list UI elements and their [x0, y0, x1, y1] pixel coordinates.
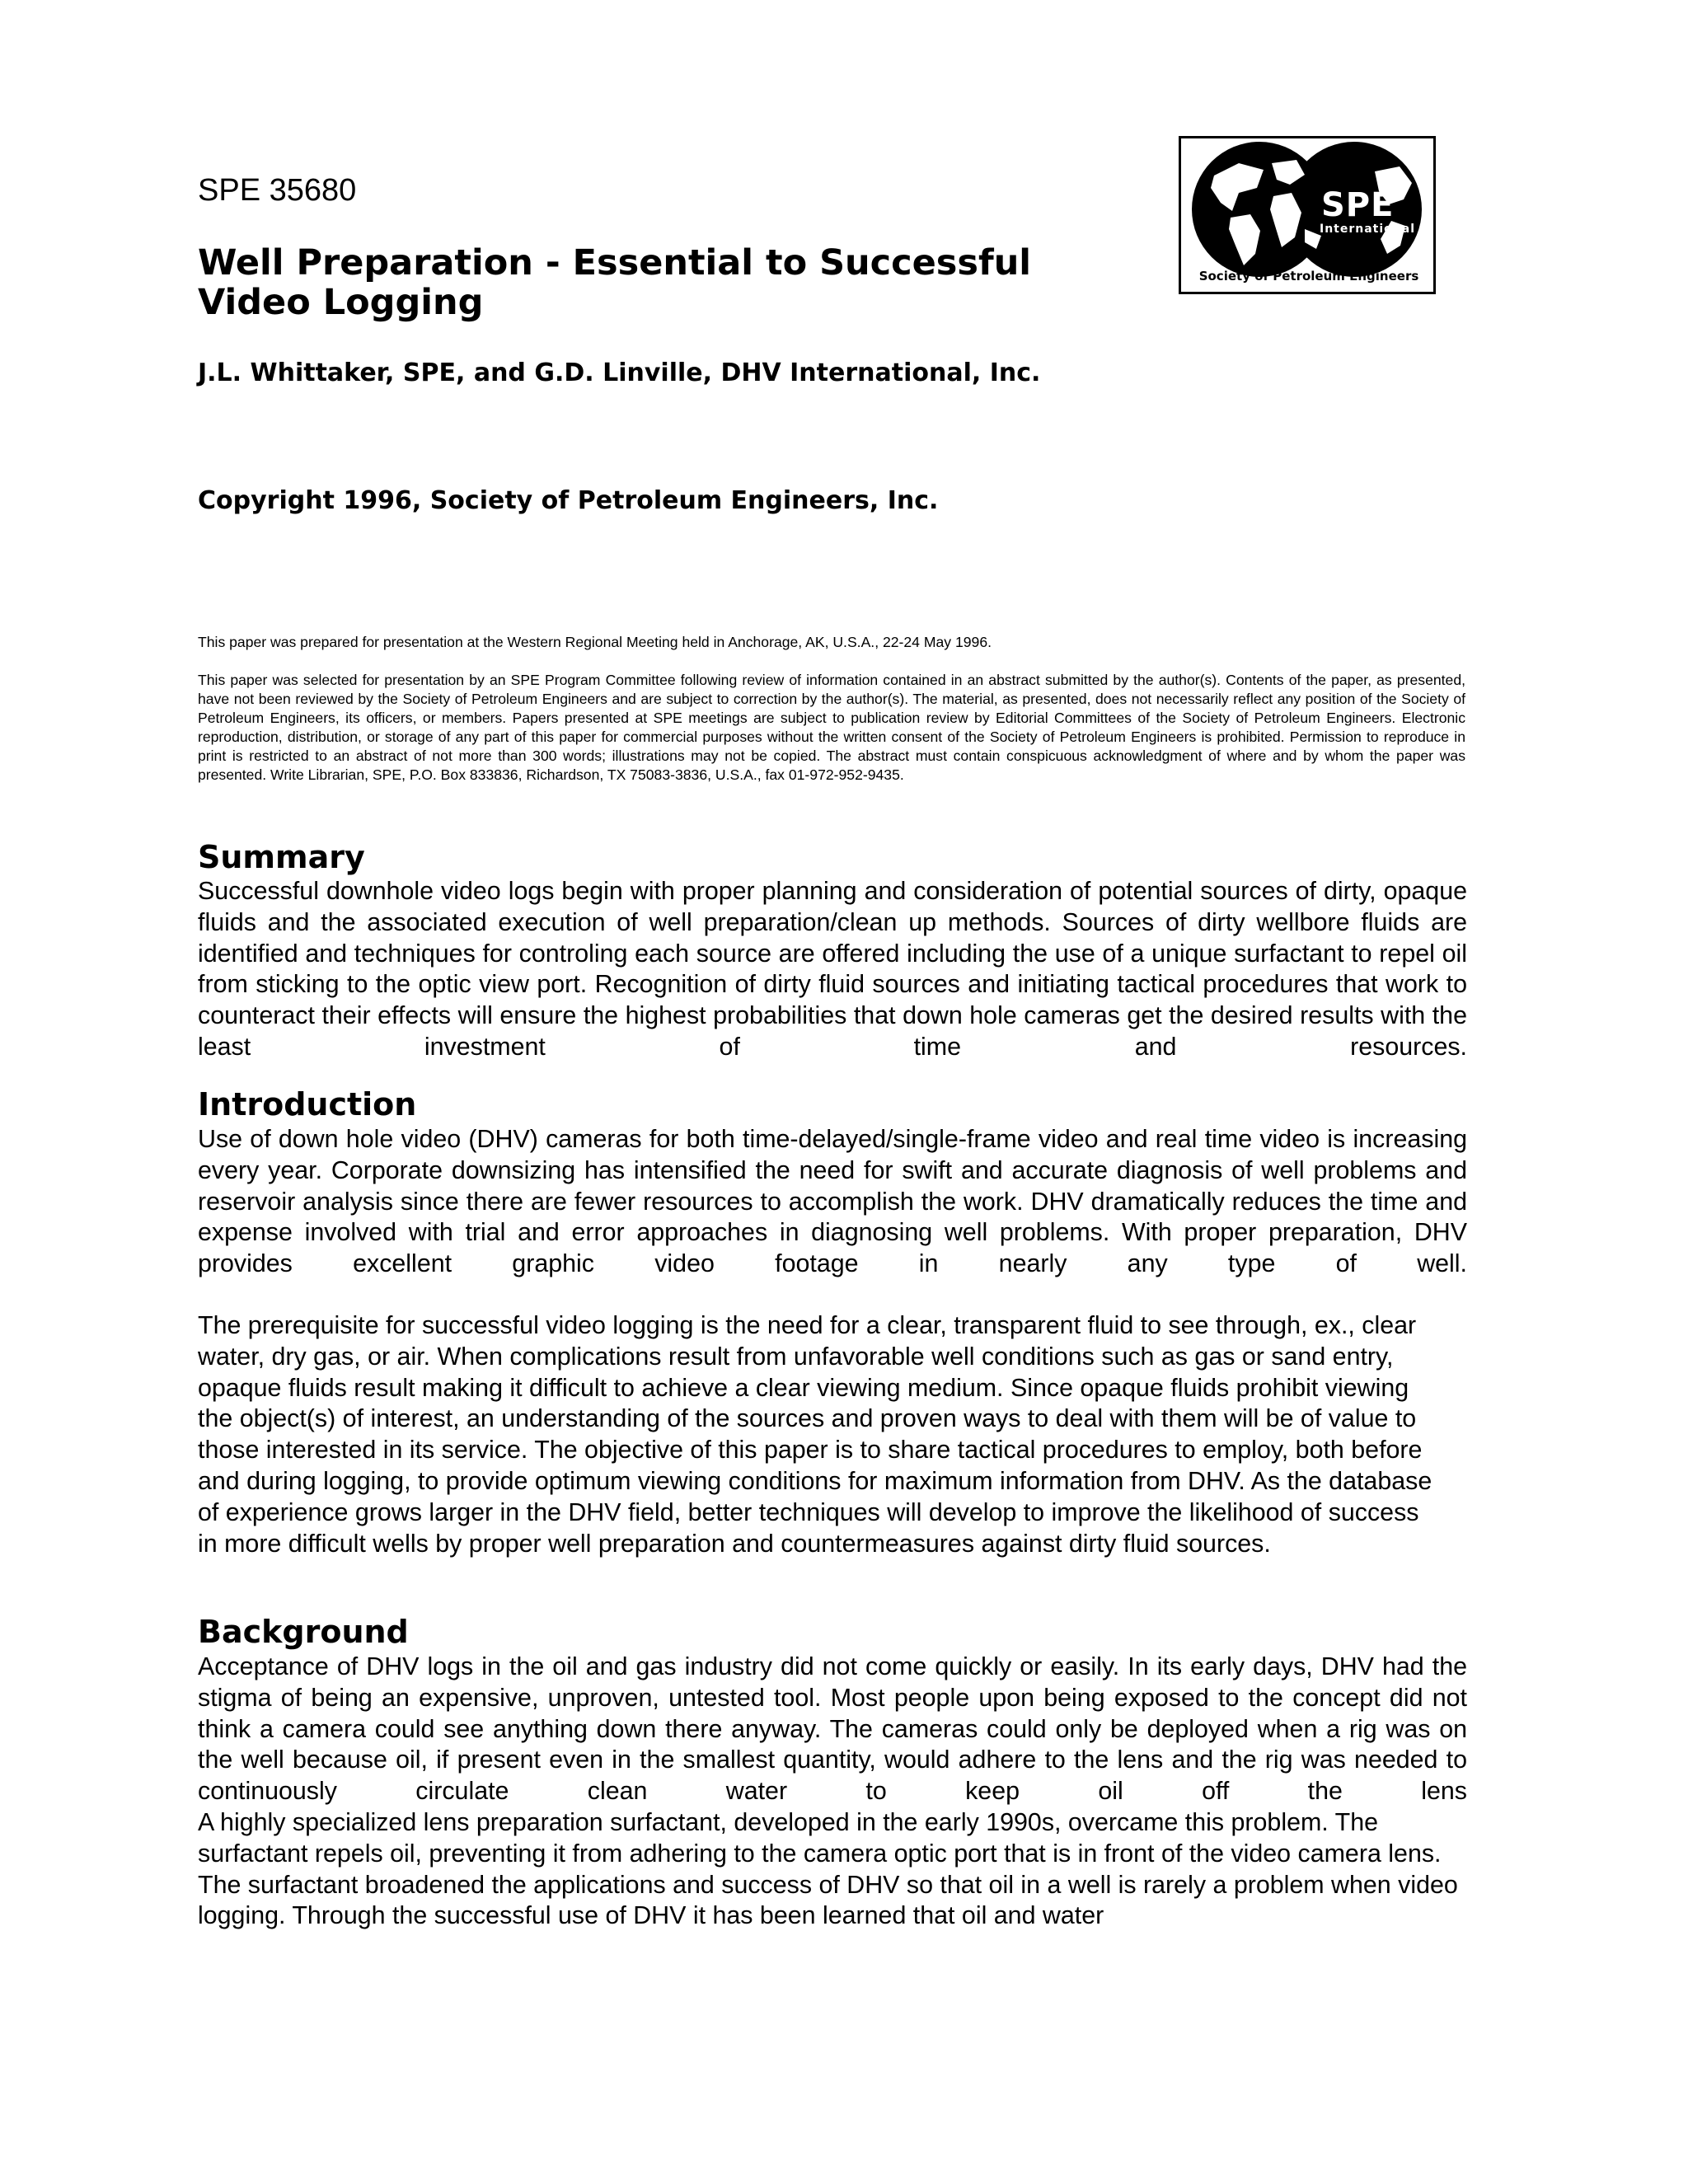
- introduction-heading: Introduction: [198, 1086, 417, 1122]
- background-paragraph-2: A highly specialized lens preparation surfactant, developed in the early 1990s, overcame this problem. The surfactant repels oil, preventing it from adhering to the camera optic port that is in front of the video camera lens. The surfactant broadened the applications and success of DHV so that oil in a well is rarely a problem when video logging. Through the successful use of DHV it has been learned that oil and water: [198, 1808, 1458, 1930]
- paper-id: SPE 35680: [198, 173, 357, 208]
- logo-spe-text: SPE: [1321, 186, 1395, 224]
- paper-title: Well Preparation - Essential to Successful Video Logging: [198, 242, 1032, 323]
- authors: J.L. Whittaker, SPE, and G.D. Linville, DHV International, Inc.: [198, 359, 1041, 387]
- selection-note: This paper was selected for presentation by an SPE Program Committee following review of information contained in an abstract submitted by the author(s). Contents of the paper, as presented, have not been reviewed by the Society of Petroleum Engineers and are subject to correction by the author(s). The material, as presented, does not necessarily reflect any position of the Society of Petroleum Engineers, its officers, or members. Papers presented at SPE meetings are subject to publication review by Editorial Committees of the Society of Petroleum Engineers. Electronic reproduction, distribution, or storage of any part of this paper for commercial purposes without the written consent of the Society of Petroleum Engineers is prohibited. Permission to reproduce in print is restricted to an abstract of not more than 300 words; illustrations may not be copied. The abstract must contain conspicuous acknowledgment of where and by whom the paper was presented. Write Librarian, SPE, P.O. Box 833836, Richardson, TX 75083-3836, U.S.A., fax 01-972-952-9435.: [198, 672, 1465, 783]
- spe-logo: [1179, 136, 1436, 294]
- presentation-note: This paper was prepared for presentation at the Western Regional Meeting held in Anchorage, AK, U.S.A., 22-24 May 1996.: [198, 634, 992, 650]
- background-paragraph-1: Acceptance of DHV logs in the oil and gas industry did not come quickly or easily. In its early days, DHV had the stigma of being an expensive, unproven, untested tool. Most people upon being exposed to the concept did not think a camera could see anything down there anyway. The cameras could only be deployed when a rig was on the well because oil, if present even in the smallest quantity, would adhere to the lens and the rig was needed to continuously circulate clean water to keep oil off the lens: [198, 1652, 1467, 1806]
- introduction-paragraph-2: The prerequisite for successful video logging is the need for a clear, transparent fluid to see through, ex., clear water, dry gas, or air. When complications result from unfavorable well conditions such as gas or sand entry, opaque fluids result making it difficult to achieve a clear viewing medium. Since opaque fluids prohibit viewing the object(s) of interest, an understanding of the sources and proven ways to deal with them will be of value to those interested in its service. The objective of this paper is to share tactical procedures to employ, both before and during logging, to provide optimum viewing conditions for maximum information from DHV. As the database of experience grows larger in the DHV field, better techniques will develop to improve the likelihood of success in more difficult wells by proper well preparation and countermeasures against dirty fluid sources.: [198, 1311, 1432, 1558]
- copyright-line: Copyright 1996, Society of Petroleum Engineers, Inc.: [198, 486, 939, 515]
- logo-international-text: International: [1320, 223, 1416, 236]
- logo-society-text: Society of Petroleum Engineers: [1198, 269, 1419, 284]
- summary-heading: Summary: [198, 839, 365, 875]
- background-heading: Background: [198, 1614, 409, 1650]
- introduction-paragraph-1: Use of down hole video (DHV) cameras for both time-delayed/single-frame video and real time video is increasing every year. Corporate downsizing has intensified the need for swift and accurate diagnosis of well problems and reservoir analysis since there are fewer resources to accomplish the work. DHV dramatically reduces the time and expense involved with trial and error approaches in diagnosing well problems. With proper preparation, DHV provides excellent graphic video footage in nearly any type of well.: [198, 1125, 1467, 1278]
- summary-paragraph: Successful downhole video logs begin with proper planning and consideration of potential sources of dirty, opaque fluids and the associated execution of well preparation/clean up methods. Sources of dirty wellbore fluids are identified and techniques for controling each source are offered including the use of a unique surfactant to repel oil from sticking to the optic view port. Recognition of dirty fluid sources and initiating tactical procedures that work to counteract their effects will ensure the highest probabilities that down hole cameras get the desired results with the least investment of time and resources.: [198, 877, 1467, 1061]
